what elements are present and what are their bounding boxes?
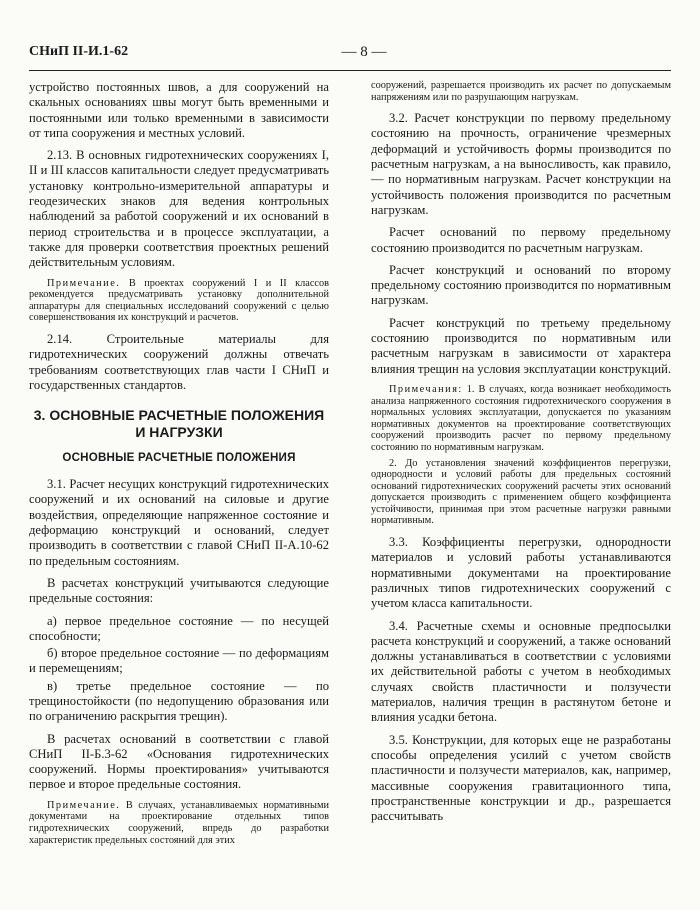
paragraph: В расчетах конструкций учитываются следующие предельные состояния: xyxy=(29,575,329,606)
paragraph: Расчет конструкций по третьему предельному состоянию производится по нормативным или расчетным нагрузкам в зависимости от характера влияния трещин на условия эксплуатации конструкций. xyxy=(371,315,671,376)
note: 2. До установления значений коэффициентов перегрузки, однородности и условий работы для предельных состояний оснований гидротехнических сооружений расчеты этих оснований допускается производить с применением общего коэффициента устойчивости, принимая при этом расчетные нагрузки равными нормативным. xyxy=(371,457,671,527)
note-label: Примечание. xyxy=(47,277,121,289)
paragraph: устройство постоянных швов, а для сооружений на скальных основаниях швы могут быть временными и постоянными или только временными в зависимости от типа сооружения и местных условий. xyxy=(29,80,329,140)
document-code: СНиП II-И.1-62 xyxy=(29,44,129,59)
note-label: Примечание. xyxy=(47,799,121,811)
page-header xyxy=(29,44,671,66)
paragraph: 3.5. Конструкции, для которых еще не разработаны способы определения усилий с учетом свойств пластичности и ползучести материалов, как, например, массивные сооружения гравитационного типа, пространственные конструкции и др., разрешается рассчитывать xyxy=(371,732,671,824)
note-label: Примечания: xyxy=(389,383,463,395)
note-text: 1. В случаях, когда возникает необходимость анализа напряженного состояния гидротехнического сооружения в нормальных условиях эксплуатации, допускается по указаниям нормативных документов на проектирование соответствующих сооружений производить расчет по первому предельному состоянию по нормативным нагрузкам. xyxy=(371,383,671,453)
header-rule xyxy=(29,70,671,71)
note-continuation: сооружений, разрешается производить их расчет по допускаемым напряжениям или по разрушающим нагрузкам. xyxy=(371,80,671,103)
right-column xyxy=(371,80,671,831)
paragraph: Расчет конструкций и оснований по второму предельному состоянию производится по нормативным нагрузкам. xyxy=(371,262,671,308)
list-item: а) первое предельное состояние — по несущей способности; xyxy=(29,613,329,643)
note-text: В проектах сооружений I и II классов рекомендуется предусматривать установку дополнительной аппаратуры для специальных исследований сооружений с целью совершенствования их конструкций и расчетов. xyxy=(29,277,329,324)
paragraph: 2.14. Строительные материалы для гидротехнических сооружений должны отвечать требованиям соответствующих глав части I СНиП и государственных стандартов. xyxy=(29,331,329,392)
note xyxy=(371,384,671,454)
note xyxy=(29,278,329,324)
paragraph: 3.1. Расчет несущих конструкций гидротехнических сооружений и их оснований на силовые и другие воздействия, определяющие напряженное состояние и деформацию конструкций и оснований, следует производить в соответствии с главой СНиП II-А.10-62 по предельным состояниям. xyxy=(29,477,329,568)
list-item: б) второе предельное состояние — по деформациям и перемещениям; xyxy=(29,646,329,676)
paragraph: 3.2. Расчет конструкции по первому предельному состоянию на прочность, ограничение чрезмерных деформаций и устойчивость формы производится по расчетным нагрузкам, а на выносливость, как правило, — по нормативным нагрузкам. Расчет конструкции на устойчивость положения производится по расчетным нагрузкам. xyxy=(371,111,671,217)
paragraph: Расчет оснований по первому предельному состоянию производится по расчетным нагрузкам. xyxy=(371,225,671,255)
note-text: В случаях, устанавливаемых нормативными документами на проектирование отдельных типов гидротехнических сооружений, впредь до разработки характеристик предельных состояний для этих xyxy=(29,799,329,846)
paragraph: В расчетах оснований в соответствии с главой СНиП II-Б.3-62 «Основания гидротехнических сооружений. Нормы проектирования» учитываются первое и второе предельные состояния. xyxy=(29,731,329,792)
list-item: в) третье предельное состояние — по трещиностойкости (по недопущению образования или по ограничению раскрытия трещин). xyxy=(29,678,329,724)
note xyxy=(29,800,329,846)
left-column xyxy=(29,80,329,854)
paragraph: 3.4. Расчетные схемы и основные предпосылки расчета конструкций и сооружений, а также оснований должны устанавливаться в соответствии с условиями их действительной работы с учетом в необходимых случаях свойств пластичности и ползучести материалов, наличия трещин в растянутом бетоне и влияния усадки бетона. xyxy=(371,618,671,725)
paragraph: 2.13. В основных гидротехнических сооружениях I, II и III классов капитальности следует предусматривать установку контрольно-измерительной аппаратуры и геодезических знаков для ведения контрольных наблюдений за работой сооружений и их оснований в период строительства и в процессе эксплуатации, а также для проверки соответствия проектных решений действительным условиям. xyxy=(29,148,329,270)
section-title: 3. ОСНОВНЫЕ РАСЧЕТНЫЕ ПОЛОЖЕНИЯ И НАГРУЗКИ xyxy=(33,407,325,441)
subsection-title: ОСНОВНЫЕ РАСЧЕТНЫЕ ПОЛОЖЕНИЯ xyxy=(62,451,296,465)
paragraph: 3.3. Коэффициенты перегрузки, однородности материалов и условий работы устанавливаются нормативными документами на проектирование различных типов гидротехнических сооружений с учетом класса капитальности. xyxy=(371,535,671,611)
page-number: — 8 — xyxy=(341,44,387,60)
